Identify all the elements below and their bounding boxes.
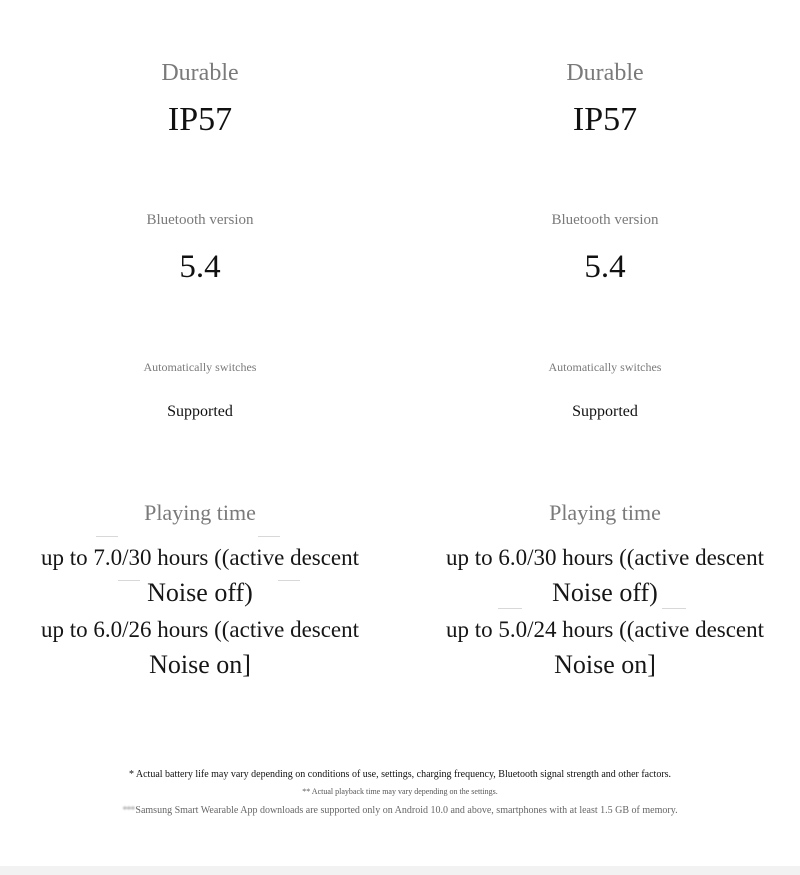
spec-value: Supported bbox=[167, 403, 233, 420]
divider bbox=[96, 536, 118, 537]
bottom-band bbox=[0, 866, 800, 875]
footnote-playback: ** Actual playback time may vary depending on the settings. bbox=[302, 787, 498, 796]
spec-label: Durable bbox=[566, 60, 644, 86]
spec-label: Playing time bbox=[144, 500, 256, 525]
divider bbox=[498, 608, 522, 609]
playing-time-line: up to 6.0/26 hours ((active descent bbox=[40, 617, 360, 642]
divider bbox=[278, 580, 300, 581]
spec-value: Supported bbox=[572, 403, 638, 420]
spec-label: Bluetooth version bbox=[551, 212, 659, 228]
divider bbox=[118, 580, 140, 581]
footnote-app-text: Samsung Smart Wearable App downloads are supported only on Android 10.0 and above, smartphones with at least 1.5 GB of memory. bbox=[135, 805, 678, 816]
playing-time-line: up to 5.0/24 hours ((active descent bbox=[445, 617, 765, 642]
spec-value: 5.4 bbox=[584, 249, 626, 285]
spec-label: Bluetooth version bbox=[146, 212, 254, 228]
spec-value: IP57 bbox=[167, 101, 233, 138]
playing-time-line: up to 6.0/30 hours ((active descent bbox=[445, 545, 765, 570]
spec-label: Automatically switches bbox=[548, 360, 662, 374]
spec-label: Playing time bbox=[549, 500, 661, 525]
spec-label: Automatically switches bbox=[143, 360, 257, 374]
footnote-app bbox=[0, 805, 800, 816]
divider bbox=[662, 608, 686, 609]
playing-time-line: Noise off) bbox=[552, 578, 658, 607]
spec-value: IP57 bbox=[572, 101, 638, 138]
playing-time-line: Noise on] bbox=[554, 650, 656, 679]
playing-time-line: up to 7.0/30 hours ((active descent bbox=[40, 545, 360, 570]
footnote-marker: *** bbox=[122, 805, 135, 816]
spec-value: 5.4 bbox=[179, 249, 221, 285]
playing-time-line: Noise on] bbox=[149, 650, 251, 679]
spec-label: Durable bbox=[161, 60, 239, 86]
footnote-battery: * Actual battery life may vary depending on conditions of use, settings, charging frequency, Bluetooth signal strength and other factors. bbox=[128, 769, 672, 780]
playing-time-line: Noise off) bbox=[147, 578, 253, 607]
divider bbox=[258, 536, 280, 537]
